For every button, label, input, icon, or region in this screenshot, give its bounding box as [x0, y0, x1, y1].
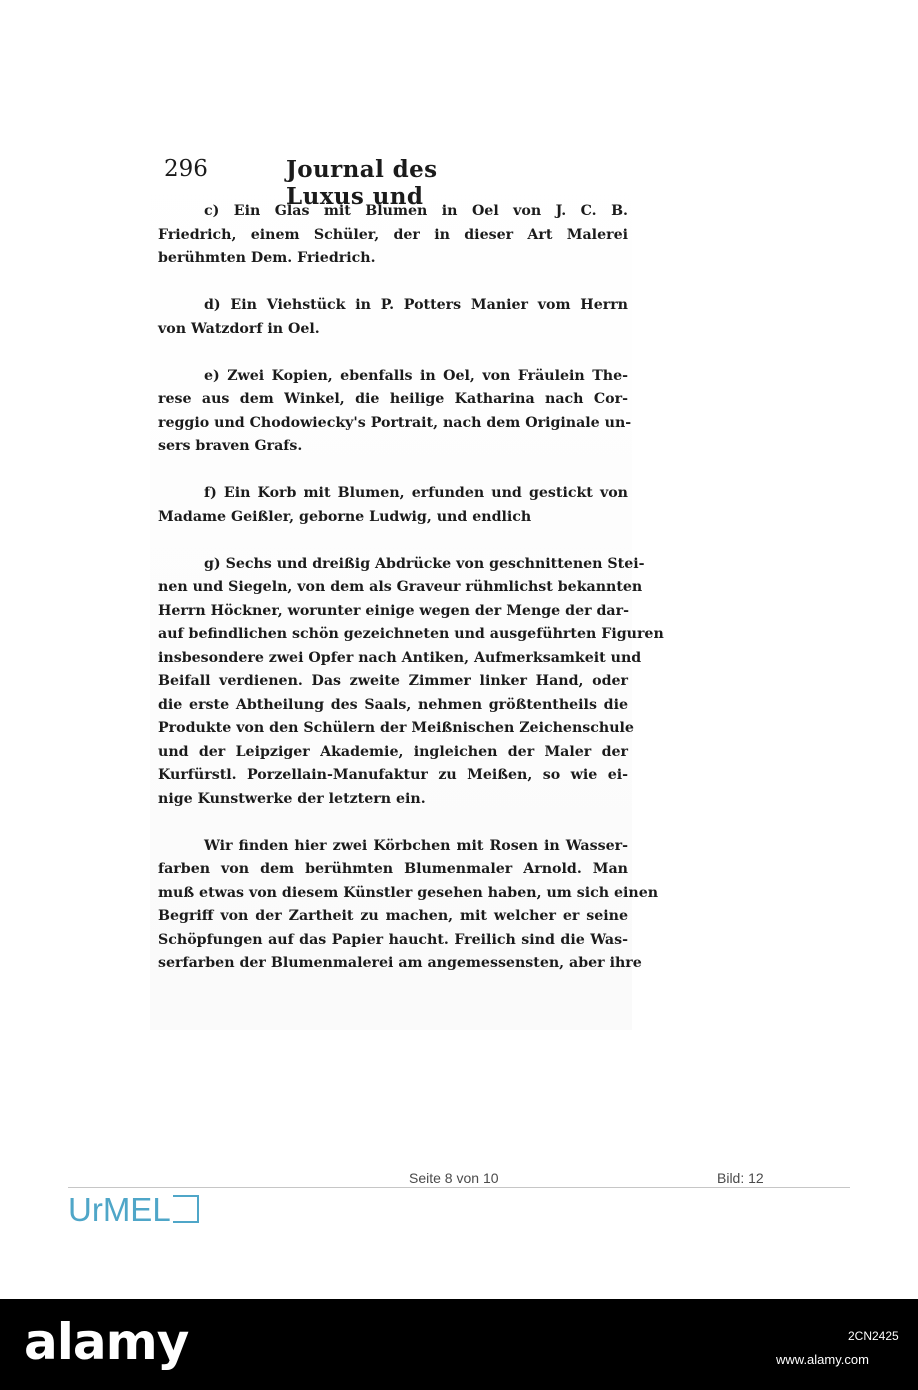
- image-info: Bild: 12: [717, 1170, 764, 1186]
- text-line: Beifall verdienen. Das zweite Zimmer linker Hand, oder: [158, 673, 628, 689]
- paragraph-gap: [158, 529, 628, 553]
- page-number: 296: [164, 156, 208, 182]
- watermark-image-id: 2CN2425: [848, 1329, 899, 1343]
- text-line: und der Leipziger Akademie, ingleichen der Maler der: [158, 743, 628, 760]
- text-line: berühmten Dem. Friedrich.: [158, 250, 376, 266]
- urmel-logo-bracket-icon: [173, 1195, 199, 1223]
- urmel-logo: [68, 1192, 199, 1226]
- text-line: die erste Abtheilung des Saals, nehmen größtentheils die: [158, 696, 628, 713]
- text-line: sers braven Grafs.: [158, 438, 303, 454]
- text-line: farben von dem berühmten Blumenmaler Arnold. Man: [158, 861, 628, 877]
- paragraph-gap: [158, 341, 628, 365]
- text-line: muß etwas von diesem Künstler gesehen haben, um sich einen: [158, 884, 659, 901]
- text-line: f) Ein Korb mit Blumen, erfunden und gestickt von: [204, 485, 628, 501]
- paragraph-gap: [158, 811, 628, 835]
- text-line: reggio und Chodowiecky's Portrait, nach dem Originale un-: [158, 414, 632, 431]
- text-line: nige Kunstwerke der letztern ein.: [158, 790, 426, 807]
- watermark-url: www.alamy.com: [776, 1352, 869, 1367]
- page-body: [158, 200, 664, 976]
- running-head: Journal des Luxus und: [286, 156, 438, 210]
- watermark-brand: alamy: [24, 1313, 189, 1371]
- page-info: Seite 8 von 10: [409, 1170, 499, 1186]
- text-line: auf befindlichen schön gezeichneten und ausgeführten Figuren: [158, 626, 664, 642]
- text-line: Begriff von der Zartheit zu machen, mit welcher er seine: [158, 908, 628, 924]
- text-line: rese aus dem Winkel, die heilige Katharina nach Cor-: [158, 391, 628, 407]
- text-line: Kurfürstl. Porzellain-Manufaktur zu Meißen, so wie ei-: [158, 767, 628, 783]
- text-line: g) Sechs und dreißig Abdrücke von geschnittenen Stei-: [204, 555, 645, 572]
- text-line: e) Zwei Kopien, ebenfalls in Oel, von Fräulein The-: [204, 367, 628, 384]
- paragraph-gap: [158, 459, 628, 483]
- text-line: nen und Siegeln, von dem als Graveur rühmlichst bekannten: [158, 579, 643, 595]
- text-line: Produkte von den Schülern der Meißnischen Zeichenschule: [158, 720, 634, 736]
- footer-divider: [68, 1187, 850, 1188]
- text-line: d) Ein Viehstück in P. Potters Manier vom Herrn: [204, 297, 628, 313]
- text-line: c) Ein Glas mit Blumen in Oel von J. C. B.: [204, 203, 628, 219]
- paragraph-gap: [158, 271, 628, 295]
- text-line: von Watzdorf in Oel.: [158, 320, 320, 337]
- text-line: Wir finden hier zwei Körbchen mit Rosen in Wasser-: [204, 837, 628, 854]
- urmel-logo-text: UrMEL: [68, 1191, 171, 1228]
- text-line: Madame Geißler, geborne Ludwig, und endlich: [158, 508, 532, 525]
- page-header: [164, 156, 514, 210]
- text-line: Schöpfungen auf das Papier haucht. Freilich sind die Was-: [158, 931, 628, 948]
- text-line: insbesondere zwei Opfer nach Antiken, Aufmerksamkeit und: [158, 649, 642, 666]
- text-line: Friedrich, einem Schüler, der in dieser Art Malerei: [158, 226, 628, 243]
- text-line: serfarben der Blumenmalerei am angemessensten, aber ihre: [158, 955, 642, 971]
- text-line: Herrn Höckner, worunter einige wegen der Menge der dar-: [158, 602, 629, 619]
